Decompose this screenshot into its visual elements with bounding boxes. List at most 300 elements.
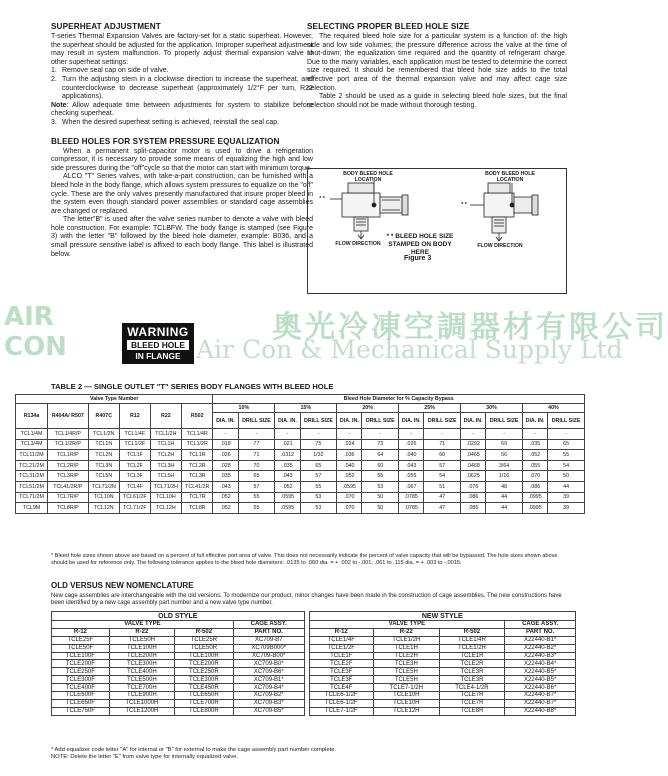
table-cell: .0625 [461, 471, 486, 482]
table-cell: TCLE800R [174, 707, 233, 715]
table-cell: TCLE700R [174, 699, 233, 707]
table-cell: TCLE1000H [109, 699, 174, 707]
ref-header: R502 [182, 404, 213, 429]
table-cell: TCLE200F [52, 660, 110, 668]
flow-direction-right: FLOW DIRECTION [477, 243, 523, 249]
table-cell: .035 [213, 471, 238, 482]
table-cell: XC709-B0* [233, 660, 304, 668]
table-cell: 53 [300, 503, 337, 514]
table-cell: TCLE1R [439, 652, 505, 660]
table-cell: 54 [548, 460, 585, 471]
table-cell: TCL3F [119, 471, 150, 482]
table-cell: TCL71/2M [16, 492, 48, 503]
table-cell: TCLE7R [439, 692, 505, 700]
table-row [52, 707, 576, 715]
table-cell: TCL1/2F [119, 439, 150, 450]
table-cell: TCLE1200H [109, 707, 174, 715]
table-cell: TCLE750F [52, 707, 110, 715]
table-cell: X22440-B8* [505, 707, 576, 715]
table-cell: X22440-B7* [505, 692, 576, 700]
ref-header: R404A/ R507 [48, 404, 89, 429]
table-row [52, 644, 576, 652]
table-cell: XC709-B4* [233, 684, 304, 692]
table-cell: .0468 [461, 460, 486, 471]
table-cell: TCLE500H [109, 676, 174, 684]
select-heading: SELECTING PROPER BLEED HOLE SIZE [307, 22, 470, 31]
table-cell: TCL1/2N [88, 429, 119, 440]
footnote-a: * Add equalizer code letter "A" for internal or "B" for external to make the cage assembly part number complete. [51, 747, 337, 753]
oldnew-paragraph: New cage assemblies are interchangeable with the old versions. To modernize our product, minor changes have been made in the construction of cage assemblies. The new constructions have been identified by a new cage assembly part number and a new valve type number. [51, 593, 562, 607]
table-cell: TCLE8R [439, 707, 505, 715]
table-cell: TCLE1F [309, 652, 373, 660]
table-cell: TCLE3F [309, 668, 373, 676]
table-cell: XC709-B3* [233, 699, 304, 707]
table-cell: - [486, 429, 523, 440]
table-cell: TCLE1/4F [309, 636, 373, 644]
table-cell: TCLE10H [373, 692, 439, 700]
table-cell: 53 [362, 481, 399, 492]
body-bleed-label-left: BODY BLEED HOLE LOCATION [343, 171, 393, 183]
old-style-header: OLD STYLE [52, 612, 305, 621]
percent-header: 40% [522, 404, 584, 413]
table-cell: TCLE650F [52, 699, 110, 707]
table-cell: 64 [362, 450, 399, 461]
table-cell: .0465 [461, 450, 486, 461]
col-header: R-12 [309, 628, 373, 636]
table-cell: TCLE50R [174, 644, 233, 652]
table-cell: TCL3R [182, 471, 213, 482]
table-cell: 50 [362, 503, 399, 514]
table-cell: .035 [522, 439, 547, 450]
table-cell: TCL9M [16, 503, 48, 514]
table-cell: TCL12H [150, 503, 181, 514]
table-cell: 71 [238, 450, 275, 461]
watermark-chinese: 奧光冷凍空調器材有限公司 [272, 310, 668, 345]
table-cell: .035 [275, 460, 300, 471]
table-cell: X22440-B6* [505, 684, 576, 692]
table-cell: TCLE6-1/2F [309, 699, 373, 707]
table-cell: TCL3N [88, 460, 119, 471]
figure-caption: Figure 3 [404, 255, 432, 262]
table-cell: .055 [399, 471, 424, 482]
table-cell: 65 [238, 471, 275, 482]
cage-assy-header: CAGE ASSY. [505, 621, 576, 629]
table-cell: TCLE250F [52, 668, 110, 676]
table-cell: .040 [337, 460, 362, 471]
col-header: R-502 [174, 628, 233, 636]
table-cell: TCLE3R [439, 676, 505, 684]
table-cell: TCLE700H [109, 684, 174, 692]
percent-header: 15% [275, 404, 337, 413]
table-cell: 3/64 [486, 460, 523, 471]
table-cell: TCLE50H [109, 636, 174, 644]
drill-header: DRILL SIZE [486, 413, 523, 429]
table-cell: 73 [362, 439, 399, 450]
table-cell: - [424, 429, 461, 440]
table-cell: .086 [461, 503, 486, 514]
table-cell: 51 [424, 481, 461, 492]
percent-header: 25% [399, 404, 461, 413]
table-cell: TCLE1/4R [439, 636, 505, 644]
table-cell: 75 [300, 439, 337, 450]
table-cell: TCLE4-1/2R [439, 684, 505, 692]
table-cell: 65 [548, 439, 585, 450]
dia-header: DIA. IN. [461, 413, 486, 429]
warning-label: WARNING BLEED HOLE IN FLANGE [122, 323, 194, 364]
table-cell: 48 [486, 481, 523, 492]
table-cell: .0292 [461, 439, 486, 450]
table-row [52, 668, 576, 676]
select-paragraph-1: The required bleed hole size for a particular system is a function of: the high side and low side volumes; the pressure difference across the valve at the time of shut-down; the equalization time required and the quantity of refrigerant charge. Due to the many variables, each application must be tested to determine the correct size required. It should be remembered that bleed hole size adds to the total effective port area of the thermal expansion valve and may affect cage size selection. [307, 33, 567, 92]
table-cell: .086 [461, 492, 486, 503]
table-cell: 1/16 [486, 471, 523, 482]
table-cell: 39 [548, 492, 585, 503]
table-cell: .021 [275, 439, 300, 450]
table-cell: .052 [213, 503, 238, 514]
table-row [16, 481, 585, 492]
table-cell: - [399, 429, 424, 440]
ref-header: R12 [119, 404, 150, 429]
table-cell: TCL8R [182, 503, 213, 514]
dia-header: DIA. IN. [275, 413, 300, 429]
nomenclature-footnotes [51, 747, 571, 761]
table-cell: .026 [399, 439, 424, 450]
ref-header: R22 [150, 404, 181, 429]
body-bleed-label-right: BODY BLEED HOLE LOCATION [485, 171, 535, 183]
table-cell: X22440-B5* [505, 676, 576, 684]
table-cell: TCL5H [150, 471, 181, 482]
table-cell: TCLE300F [52, 676, 110, 684]
table-cell: .0995 [522, 492, 547, 503]
table-cell: TCLE200R [174, 660, 233, 668]
table-cell: X22440-B5* [505, 668, 576, 676]
table-cell: TCL1N [88, 439, 119, 450]
bleed-paragraph-3: The letter"B" is used after the valve series number to denote a valve with bleed hole construction. For example: TCLBFW. The body flange is stamped (see Figure 3) with the letter "B" followed by the bleed hole diameter, example: B036, and a small pressure sensitive label is affixed to each body flange. This label is illustrated below. [51, 216, 313, 258]
table-cell: TCLE4F [309, 684, 373, 692]
table-cell: .0785 [399, 503, 424, 514]
superheat-heading: SUPERHEAT ADJUSTMENT [51, 22, 161, 31]
table-row [52, 636, 576, 644]
table-cell: TCL61/2F [119, 492, 150, 503]
table-cell: 55 [238, 492, 275, 503]
table-cell: TCL3R/P [48, 471, 89, 482]
bleed-heading: BLEED HOLES FOR SYSTEM PRESSURE EQUALIZATION [51, 136, 280, 146]
table-cell: TCLE25R [174, 636, 233, 644]
table-cell: 69 [486, 439, 523, 450]
percent-header: 30% [461, 404, 523, 413]
table-cell: X22440-B2* [505, 644, 576, 652]
table-cell: .0995 [522, 503, 547, 514]
table-cell: .018 [213, 439, 238, 450]
table-cell: TCL2R/P [48, 460, 89, 471]
table-cell: TCL8R/P [48, 503, 89, 514]
table-cell: 50 [548, 471, 585, 482]
table-cell: TCLE3H [373, 660, 439, 668]
table-cell: TCL71/2N [88, 481, 119, 492]
stars-label-right: * * [461, 202, 467, 208]
table-cell: 55 [238, 503, 275, 514]
table2-footnote: * Bleed hole sizes shown above are based on a percent of full effective port area of valve. This does not necessarily indicate the percent of valve capacity that will be bypassed. The hole sizes shown above should be used for reference only. The following tolerance applies to the bleed hole diameters: .0135 to .060 dia. = + .002 to -.001; .061 to .115 dia. = + .003 to -.0015. [51, 553, 558, 566]
table-cell: TCLE1/2F [309, 644, 373, 652]
table-cell: TCLE50F [52, 644, 110, 652]
table-cell: TCL11/2M [16, 450, 48, 461]
col-header: R-22 [109, 628, 174, 636]
table-cell: - [300, 429, 337, 440]
table-cell: 39 [548, 503, 585, 514]
table-cell: - [522, 429, 547, 440]
percent-header: 20% [337, 404, 399, 413]
table-cell: TCLE200H [109, 652, 174, 660]
table-cell: 44 [548, 481, 585, 492]
valve-drawing [308, 169, 568, 295]
table-cell: .070 [337, 492, 362, 503]
table-cell: TCL3/4M [16, 439, 48, 450]
table-cell: .043 [213, 481, 238, 492]
table-cell: .070 [337, 503, 362, 514]
table-row [52, 699, 576, 707]
table-cell: TCLE2R [439, 660, 505, 668]
table-cell: TCLE1H [373, 644, 439, 652]
table-cell: TCL1F [119, 450, 150, 461]
table-cell: 77 [238, 439, 275, 450]
table-cell: 54 [424, 471, 461, 482]
watermark-logo: AIR CON [4, 302, 67, 362]
bleed-paragraph-1: When a permanent split-capacitor motor is used to drive a refrigeration compressor, it is necessary to provide some means of equalizing the high and low side pressures during the "off"cycle so that the motor can start with minimum torque. [51, 147, 313, 172]
table-cell: TCLE25F [52, 636, 110, 644]
drill-header: DRILL SIZE [424, 413, 461, 429]
table-cell: 1/32 [300, 450, 337, 461]
oldnew-heading: OLD VERSUS NEW NOMENCLATURE [51, 581, 194, 590]
step-1: 1. Remove seal cap on side of valve. [51, 67, 169, 75]
table-row [52, 660, 576, 668]
table-cell: - [362, 429, 399, 440]
table-cell: TCL10H [150, 492, 181, 503]
table-cell: TCL71/2H [150, 481, 181, 492]
table-cell: X22440-B4* [505, 660, 576, 668]
table-cell: 56 [486, 450, 523, 461]
ref-header: R407C [88, 404, 119, 429]
table-cell: TCLE300R [174, 676, 233, 684]
table-cell: TCLE7-1/2F [309, 707, 373, 715]
table-cell: TCLE600F [52, 692, 110, 700]
table-cell: TCL1/4M [16, 429, 48, 440]
drill-header: DRILL SIZE [362, 413, 399, 429]
table-cell: TCL1/4R/P [48, 429, 89, 440]
table-cell: 50 [362, 492, 399, 503]
table-cell: 60 [362, 460, 399, 471]
table-cell: 53 [300, 492, 337, 503]
table-row [52, 684, 576, 692]
table-cell: TCLE10H [373, 699, 439, 707]
dia-header: DIA. IN. [213, 413, 238, 429]
table2-title: TABLE 2 — SINGLE OUTLET "T" SERIES BODY FLANGES WITH BLEED HOLE [51, 382, 334, 391]
col-header: R-22 [373, 628, 439, 636]
drill-header: DRILL SIZE [238, 413, 275, 429]
table-cell: TCL31/2M [16, 471, 48, 482]
table-cell: TCLE400H [109, 668, 174, 676]
table-cell: TCL10N [88, 492, 119, 503]
step-2: 2. Turn the adjusting stem in a clockwise direction to increase the superheat, and counterclockwise to decrease superheat (approximately 1/2°F per turn, R22 applications). [51, 75, 313, 101]
bleed-paragraph-2: ALCO "T" Series valves, with take-a-part construction, can be furnished with a bleed hole in the body flange, which allows system pressures to equalize on the "off" cycle. These are the only valves presently manufactured that insure proper bleed in the system even though standard power assemblies or standard cage assemblies are changed or replaced. [51, 173, 313, 215]
table-cell: .086 [522, 481, 547, 492]
table-cell: .0595 [275, 492, 300, 503]
table-row [16, 439, 585, 450]
drill-header: DRILL SIZE [300, 413, 337, 429]
table-cell: TCL1/2H [150, 429, 181, 440]
table-cell: 57 [300, 471, 337, 482]
table-cell: .055 [522, 460, 547, 471]
table-cell: TCL2H [150, 450, 181, 461]
table-cell: .0595 [275, 503, 300, 514]
table-cell: TCL1R [182, 450, 213, 461]
table-cell: TCL41/2R [182, 481, 213, 492]
table-row [52, 692, 576, 700]
table-cell: TCLE900H [109, 692, 174, 700]
table-cell: XC709-B2* [233, 692, 304, 700]
table-cell: TCL71/2F [119, 503, 150, 514]
table-cell: 60 [424, 450, 461, 461]
table-cell: .0785 [399, 492, 424, 503]
step-3: 3. When the desired superheat setting is achieved, reinstall the seal cap. [51, 118, 280, 126]
table-cell: X22440-B1* [505, 636, 576, 644]
table-cell: .043 [399, 460, 424, 471]
percent-header: 10% [213, 404, 275, 413]
table-row [16, 503, 585, 514]
table-cell: TCL1/2R [182, 439, 213, 450]
table-cell: XC709-B6* [233, 668, 304, 676]
table-cell: 57 [238, 481, 275, 492]
table-row [16, 471, 585, 482]
col-header: R-502 [439, 628, 505, 636]
table-cell: .0595 [337, 481, 362, 492]
bleed-hole-table [15, 394, 585, 514]
table-cell: TCL1/2R/P [48, 439, 89, 450]
bleed-diameter-header: Bleed Hole Diameter for % Capacity Bypass [213, 395, 585, 404]
cage-assy-header: CAGE ASSY. [233, 621, 304, 629]
table-cell: TCL2F [119, 460, 150, 471]
table-cell: 55 [548, 450, 585, 461]
table-cell: TCL12N [88, 503, 119, 514]
table-cell: 65 [300, 460, 337, 471]
table-cell: TCL1/4F [119, 429, 150, 440]
table-cell: .043 [275, 471, 300, 482]
col-header: R-12 [52, 628, 110, 636]
table-cell: TCLE1/2H [373, 636, 439, 644]
table-cell: TCL1H [150, 439, 181, 450]
watermark-english: Air Con & Mechanical Supply Ltd [196, 335, 623, 364]
table-cell: TCLE2F [309, 660, 373, 668]
table-cell: .052 [275, 481, 300, 492]
table-cell: TCLE12H [373, 707, 439, 715]
table-cell: TCL2R [182, 460, 213, 471]
table-cell: 47 [424, 492, 461, 503]
part-no-header: PART NO. [233, 628, 304, 636]
table-cell: X22440-B3* [505, 652, 576, 660]
table-cell: XC709-B5* [233, 707, 304, 715]
table-row [16, 460, 585, 471]
table-cell: - [548, 429, 585, 440]
table-cell: .0312 [275, 450, 300, 461]
valve-type-header: VALVE TYPE [309, 621, 505, 629]
figure-3 [307, 168, 567, 294]
table-cell: TCLE250R [174, 668, 233, 676]
table-cell: TCLE100R [174, 652, 233, 660]
table-cell: .076 [461, 481, 486, 492]
table-cell: TCLE5H [373, 676, 439, 684]
table-cell: 55 [362, 471, 399, 482]
table-cell: 44 [486, 492, 523, 503]
table-cell: TCLE400F [52, 684, 110, 692]
table-cell: TCLE650R [174, 692, 233, 700]
table-cell: .036 [337, 450, 362, 461]
nomenclature-table [51, 611, 576, 716]
valve-type-header: Valve Type Number [16, 395, 213, 404]
table-cell: .040 [399, 450, 424, 461]
table-cell: TCLE100F [52, 652, 110, 660]
table-cell: .052 [522, 450, 547, 461]
footnote-b: NOTE: Delete the letter "E" from valve type for internally equalized valve. [51, 754, 239, 760]
table-cell: XC709-B1* [233, 676, 304, 684]
table-row [16, 450, 585, 461]
table-cell: TCL51/2M [16, 481, 48, 492]
superheat-paragraph: T-series Thermal Expansion Valves are factory-set for a static superheat. However, the superheat should be adjusted for the application. Improper superheat adjustment may result in system malfunction. To properly adjust thermal expansion valve to other superheat settings: [51, 33, 313, 66]
table-cell: TCL2N [88, 450, 119, 461]
table-cell: 57 [424, 460, 461, 471]
table-cell: TCLE7-1/2H [373, 684, 439, 692]
table-cell: XC709-B00* [233, 652, 304, 660]
table-cell: TCLE6-1/2F [309, 692, 373, 700]
table-cell: - [337, 429, 362, 440]
table-cell: 70 [238, 460, 275, 471]
left-column [51, 22, 313, 259]
table-cell: .028 [213, 460, 238, 471]
dia-header: DIA. IN. [522, 413, 547, 429]
table-row [16, 429, 585, 440]
table-cell: .067 [399, 481, 424, 492]
table-cell: TCLE3F [309, 676, 373, 684]
table-cell: XC709B000* [233, 644, 304, 652]
table-cell: 71 [424, 439, 461, 450]
stamp-note: * * BLEED HOLE SIZE STAMPED ON BODY HERE [386, 233, 454, 256]
dia-header: DIA. IN. [399, 413, 424, 429]
table-cell: TCL5N [88, 471, 119, 482]
note-paragraph: Note: Allow adequate time between adjustments for system to stabilize before checking superheat. [51, 101, 313, 118]
table-cell: TCLE5H [373, 668, 439, 676]
table-cell: TCLE100H [109, 644, 174, 652]
table-cell: TCL7R [182, 492, 213, 503]
table-cell: - [275, 429, 300, 440]
table-cell: 47 [424, 503, 461, 514]
new-style-header: NEW STYLE [309, 612, 575, 621]
part-no-header: PART NO. [505, 628, 576, 636]
select-paragraph-2: Table 2 should be used as a guide in selecting bleed hole sizes, but the final selection should not be made without thorough testing. [307, 93, 567, 109]
table-row [16, 492, 585, 503]
drill-header: DRILL SIZE [548, 413, 585, 429]
table-cell: - [213, 429, 238, 440]
flow-direction-left: FLOW DIRECTION [335, 241, 381, 247]
table-cell: TCLE2H [373, 652, 439, 660]
table-cell: TCLE7R [439, 699, 505, 707]
table-cell: 44 [486, 503, 523, 514]
table-cell: TCL21/2M [16, 460, 48, 471]
table-cell: TCLE450R [174, 684, 233, 692]
table-cell: .026 [213, 450, 238, 461]
dia-header: DIA. IN. [337, 413, 362, 429]
table-cell: - [461, 429, 486, 440]
table-cell: TCL1R/P [48, 450, 89, 461]
table-cell: X22440-B7* [505, 699, 576, 707]
table-cell: TCL4F [119, 481, 150, 492]
